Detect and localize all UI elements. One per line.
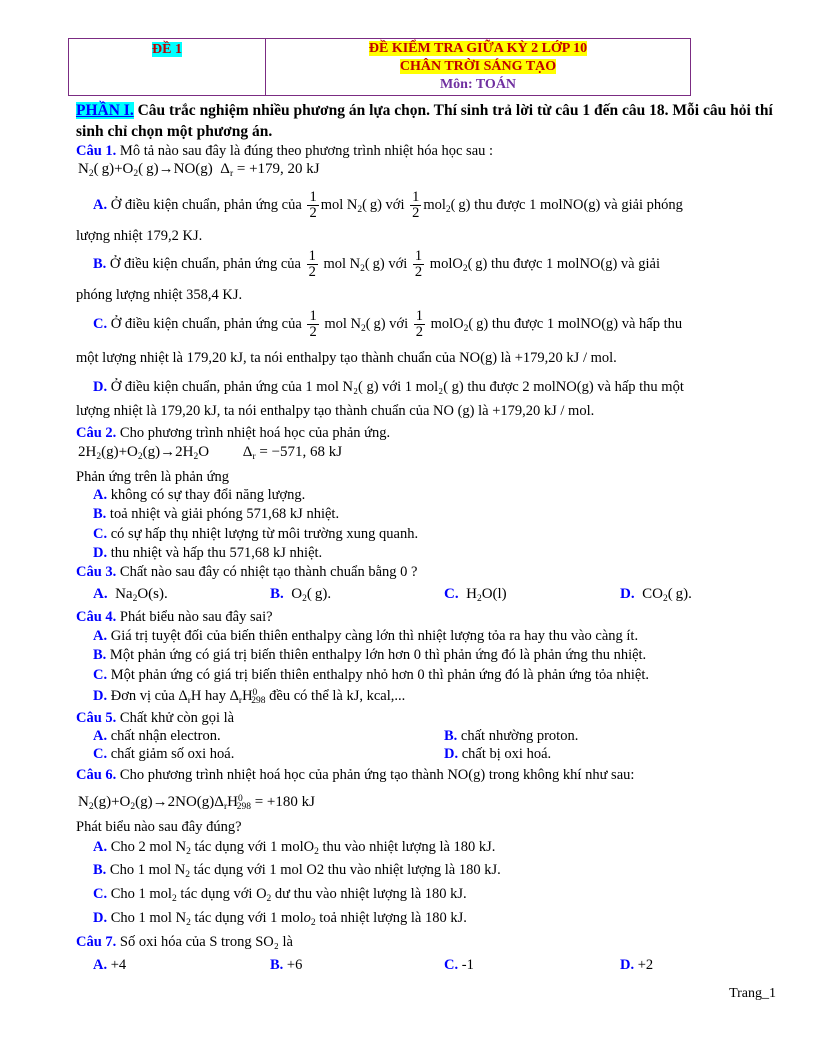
question-2-equation: $2H_2(g)+O_2(g)\to 2H_2O$ $\Delta_r = -571$, 68 kJ [78,444,343,462]
question-6-stem: Câu 6. Cho phương trình nhiệt hoá học của phản ứng tạo thành NO(g) trong không khí như sau: [76,767,635,783]
question-3-option-c[interactable]: C. $H_2O(l)$ [444,586,507,604]
question-6-intro: Phát biểu nào sau đây đúng? [76,819,242,835]
exam-title-line2: CHÂN TRỜI SÁNG TẠO [399,59,557,74]
question-1-option-c-line2: một lượng nhiệt là 179,20 kJ, ta nói enthalpy tạo thành chuẩn của NO(g) là +179,20 kJ / mol. [76,350,617,366]
question-1-option-d[interactable]: D. Ở điều kiện chuẩn, phản ứng của 1 mol N₂( g) với 1 mol₂( g) thu được 2 molNO(g) và hấp thu một [93,379,684,395]
exam-code-cell [69,40,265,59]
question-3-option-b[interactable]: B. $O_2$( g). [270,586,332,604]
question-1-option-c[interactable]: C. Ở điều kiện chuẩn, phản ứng của $\frac{1}{2}$ mol $N_2$( g) với $\frac{1}{2}$ molO$_2$( g) thu được 1 molNO(g) và hấp thu [93,308,683,340]
question-7-option-b[interactable]: B. +6 [270,957,303,973]
question-6-option-c[interactable]: C. Cho 1 mol$_2$ tác dụng với $O_2$ dư thu vào nhiệt lượng là 180 kJ. [93,886,467,904]
question-1-stem: Câu 1. Mô tả nào sau đây là đúng theo phương trình nhiệt hóa học sau : [76,143,494,159]
question-2-option-d[interactable]: D. thu nhiệt và hấp thu 571,68 kJ nhiệt. [93,545,323,561]
question-2-stem: Câu 2. Cho phương trình nhiệt hoá học của phản ứng. [76,425,391,441]
question-1-option-b-line2: phóng lượng nhiệt 358,4 KJ. [76,287,243,303]
question-1-option-a[interactable]: A. Ở điều kiện chuẩn, phản ứng của $\frac{1}{2}$ mol $N_2$( g) với $\frac{1}{2}$ mol$_2$( g) thu được 1 molNO(g) và giải phóng [93,189,683,221]
exam-subject: Môn: TOÁN [439,77,517,92]
question-5-option-d[interactable]: D. chất bị oxi hoá. [444,746,552,762]
question-4-option-b[interactable]: B. Một phản ứng có giá trị biến thiên enthalpy lớn hơn 0 thì phản ứng đó là phản ứng thu nhiệt. [93,647,647,663]
question-2-intro: Phản ứng trên là phản ứng [76,469,230,485]
question-7-option-c[interactable]: C. -1 [444,957,474,973]
section-text: Câu trắc nghiệm nhiều phương án lựa chọn. Thí sinh trả lời từ câu 1 đến câu 18. Mỗi câu hỏi thí sinh chỉ chọn một phương án. [76,102,773,140]
question-4-option-a[interactable]: A. Giá trị tuyệt đối của biến thiên enthalpy càng lớn thì nhiệt lượng tỏa ra hay thu vào càng ít. [93,628,639,644]
question-6-equation: $N_2(g)+O_2(g)\to 2NO(g)\Delta_rH^0_{298} = +180$ kJ [78,794,315,812]
question-1-option-d-line2: lượng nhiệt là 179,20 kJ, ta nói enthalpy tạo thành chuẩn của NO (g) là +179,20 kJ / mol. [76,403,595,419]
question-5-option-a[interactable]: A. chất nhận electron. [93,728,221,744]
question-1-equation: $N_2$( $g)+O_2$( g)→NO(g) $\Delta_r = +179$, 20 kJ [78,161,320,179]
question-6-option-d[interactable]: D. Cho 1 mol $N_2$ tác dụng với 1 molo$_2$ toả nhiệt lượng là 180 kJ. [93,910,467,928]
question-7-option-a[interactable]: A. +4 [93,957,127,973]
question-1-label: Câu 1. [76,143,117,159]
question-3-option-d[interactable]: D. $CO_2$( g). [620,586,692,604]
exam-code: ĐỀ 1 [152,42,182,57]
question-7-option-d[interactable]: D. +2 [620,957,654,973]
question-1-option-b[interactable]: B. Ở điều kiện chuẩn, phản ứng của $\frac{1}{2}$ mol $N_2$( g) với $\frac{1}{2}$ molO$_2$( g) thu được 1 molNO(g) và giải [93,248,660,280]
question-4-stem: Câu 4. Phát biểu nào sau đây sai? [76,609,273,625]
question-7-stem: Câu 7. Số oxi hóa của S trong SO₂ là [76,934,293,950]
question-3-option-a[interactable]: A. $Na_2O(s)$. [93,586,168,604]
section-heading [76,100,776,142]
section-tag: PHẦN I. [76,102,134,119]
question-3-stem: Câu 3. Chất nào sau đây có nhiệt tạo thành chuẩn bằng 0 ? [76,564,418,580]
question-4-option-c[interactable]: C. Một phản ứng có giá trị biến thiên enthalpy nhỏ hơn 0 thì phản ứng đó là phản ứng tỏa nhiệt. [93,667,649,683]
question-5-option-b[interactable]: B. chất nhường proton. [444,728,579,744]
question-6-option-b[interactable]: B. Cho 1 mol $N_2$ tác dụng với 1 mol O2 thu vào nhiệt lượng là 180 kJ. [93,862,501,880]
header-table [68,38,691,96]
question-2-option-c[interactable]: C. có sự hấp thụ nhiệt lượng từ môi trường xung quanh. [93,526,419,542]
question-6-option-a[interactable]: A. Cho 2 mol $N_2$ tác dụng với 1 molO$_2$ thu vào nhiệt lượng là 180 kJ. [93,839,496,857]
question-2-option-b[interactable]: B. toả nhiệt và giải phóng 571,68 kJ nhiệt. [93,506,340,522]
exam-title-cell [266,40,690,94]
question-2-option-a[interactable]: A. không có sự thay đổi năng lượng. [93,487,306,503]
question-4-option-d[interactable]: D. Đơn vị của $\Delta_rH$ hay $\Delta_rH^0_{298}$ đều có thể là kJ, kcal,... [93,688,406,706]
question-1-option-a-line2: lượng nhiệt 179,2 KJ. [76,228,203,244]
question-5-option-c[interactable]: C. chất giảm số oxi hoá. [93,746,235,762]
page-number: Trang_1 [729,986,776,1001]
question-5-stem: Câu 5. Chất khử còn gọi là [76,710,235,726]
exam-title-line1: ĐỀ KIỂM TRA GIỮA KỲ 2 LỚP 10 [368,41,588,56]
